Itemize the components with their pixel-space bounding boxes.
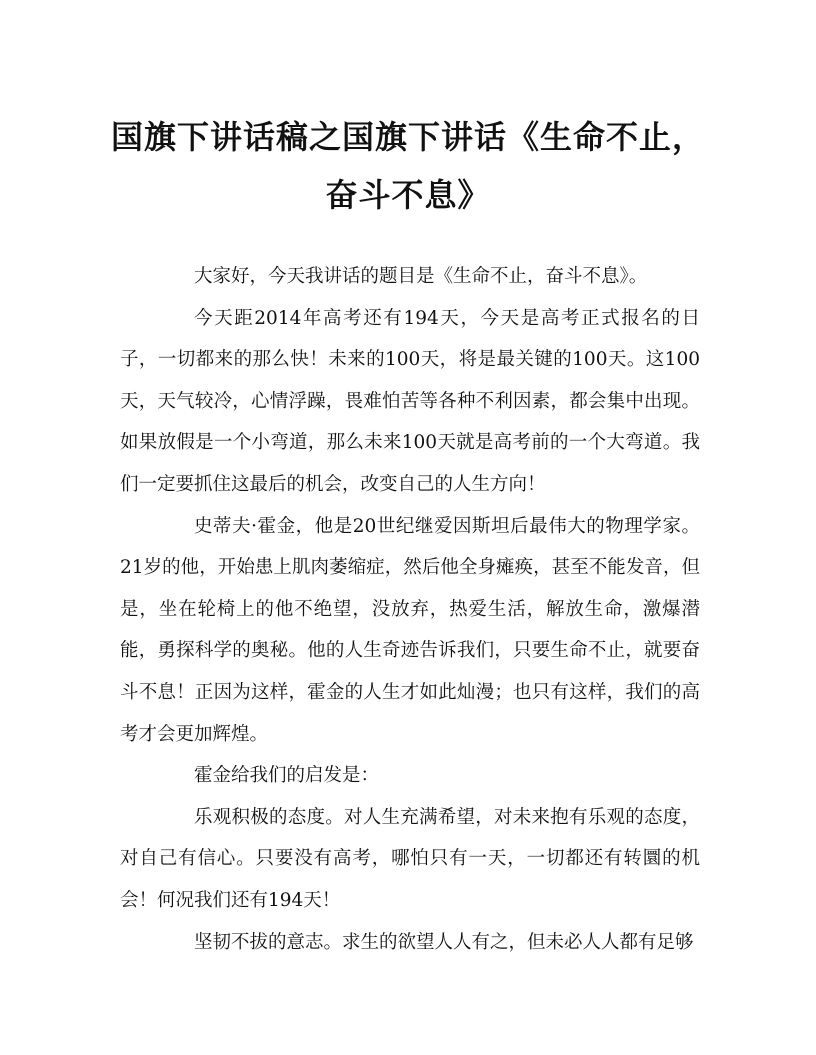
title-line-1: 国旗下讲话稿之国旗下讲话《生命不止， [110, 118, 705, 156]
title-line-2: 奋斗不息》 [325, 176, 491, 214]
paragraph-inspiration-heading: 霍金给我们的启发是： [194, 765, 380, 787]
document-body [120, 256, 700, 963]
paragraph-greeting: 大家好，今天我讲话的题目是《生命不止，奋斗不息》。 [194, 266, 648, 287]
paragraph-perseverance: 坚韧不拔的意志。求生的欲望人人有之，但未必人人都有足够 [194, 931, 694, 953]
document-title [100, 108, 716, 224]
paragraph-countdown: 今天距2014年高考还有194天，今天是高考正式报名的日子，一切都来的那么快！未来的100天，将是最关键的100天。这100天，天气较冷，心情浮躁，畏难怕苦等各种不利因素，都会集中出现。如果放假是一个小弯道，那么未来100天就是高考前的一个大弯道。我们一定要抓住这最后的机会，改变自己的人生方向！ [120, 307, 700, 495]
paragraph-hawking: 史蒂夫·霍金，他是20世纪继爱因斯坦后最伟大的物理学家。21岁的他，开始患上肌肉萎缩症，然后他全身瘫痪，甚至不能发音，但是，坐在轮椅上的他不绝望，没放弃，热爱生活，解放生命，激爆潜能，勇探科学的奥秘。他的人生奇迹告诉我们，只要生命不止，就要奋斗不息！正因为这样，霍金的人生才如此灿漫；也只有这样，我们的高考才会更加辉煌。 [120, 515, 700, 745]
paragraph-optimism: 乐观积极的态度。对人生充满希望，对未来抱有乐观的态度，对自己有信心。只要没有高考，哪怕只有一天，一切都还有转圜的机会！何况我们还有194天！ [120, 806, 700, 911]
